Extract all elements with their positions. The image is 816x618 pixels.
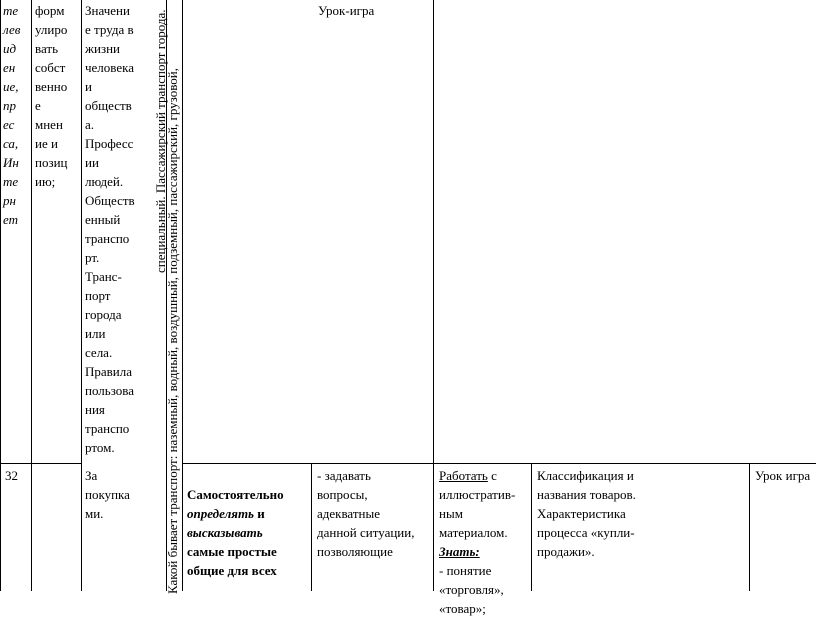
transport-vertical-text-2: специальный. Пассажирский транспорт города. xyxy=(153,9,168,273)
grid-line xyxy=(433,463,434,591)
grid-line xyxy=(531,463,532,591)
skills-text: определять xyxy=(187,506,254,521)
content-cell: Классификация и названия товаров. Характеристика процесса «купли- продажи». xyxy=(537,468,636,559)
skills-cell: форм улиро вать собст венно е мнен ие и позиц ию; xyxy=(35,3,68,189)
lesson-topic: За покупка ми. xyxy=(85,468,130,521)
skills-text: высказывать xyxy=(187,525,263,540)
work-cell xyxy=(439,466,529,618)
communication-cell: - задавать вопросы, адекватные данной ситуации, позволяющие xyxy=(317,468,415,559)
work-text: Знать: xyxy=(439,544,480,559)
personal-skills-cell xyxy=(187,466,309,580)
lesson-number: 32 xyxy=(5,468,18,483)
grid-line xyxy=(749,463,750,591)
lesson-type-cell: Урок-игра xyxy=(318,3,375,18)
skills-text: самые простые общие для всех xyxy=(187,544,277,578)
lesson-type-cell-2: Урок игра xyxy=(755,468,811,483)
grid-line xyxy=(433,0,434,463)
skills-text: Самостоятельно xyxy=(187,487,284,502)
work-text: с иллюстратив- ным материалом. xyxy=(439,468,516,540)
grid-line xyxy=(31,0,32,591)
grid-line xyxy=(0,0,1,591)
work-text: Работать xyxy=(439,468,488,483)
grid-line xyxy=(311,463,312,591)
topic-content-cell: Значени е труда в жизни человека и обществ а. Професс ии людей. Обществ енный транспо рт. Транс- порт города или села. Правила пользова ния транспо ртом. xyxy=(85,3,135,455)
grid-line xyxy=(182,463,816,464)
sources-cell: те лев ид ен ие, пр ес са, Ин те рн ет xyxy=(3,3,21,227)
transport-vertical-text: Какой бывает транспорт: наземный, водный, воздушный, подземный, пассажирский, грузовой, xyxy=(165,68,180,594)
grid-line xyxy=(0,463,81,464)
grid-line xyxy=(81,0,82,591)
work-text: - понятие «торговля», «товар»; xyxy=(439,563,504,616)
skills-text: и xyxy=(257,506,265,521)
